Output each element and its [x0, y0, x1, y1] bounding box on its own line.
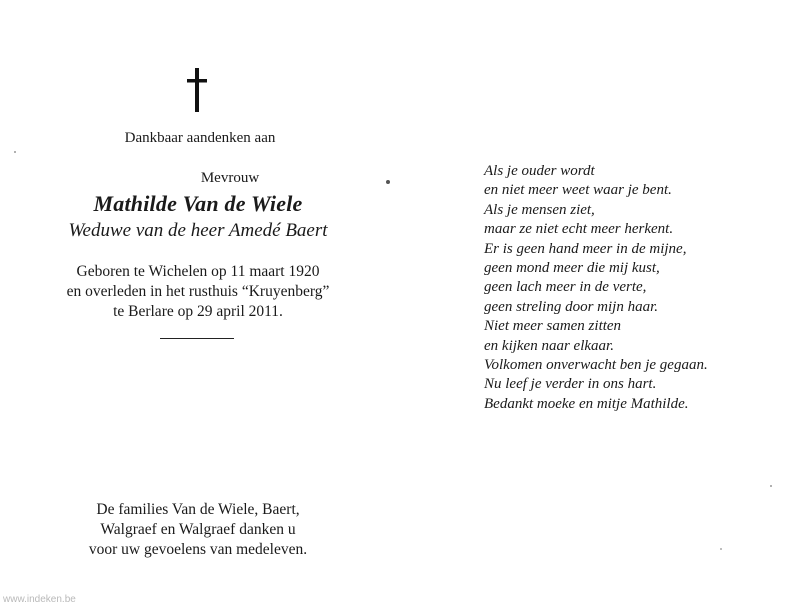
cross-icon [182, 66, 212, 116]
intro-line: Dankbaar aandenken aan [124, 130, 276, 146]
poem-line: en niet meer weet waar je bent. [484, 182, 672, 199]
poem-line: Als je mensen ziet, [484, 201, 595, 218]
birth-death-block [0, 262, 396, 322]
scan-speck [720, 548, 722, 550]
divider [160, 338, 234, 339]
death-place-line: en overleden in het rusthuis “Kruyenberg” [66, 283, 330, 300]
watermark: www.indeken.be [3, 594, 76, 605]
poem-line: geen lach meer in de verte, [484, 279, 647, 296]
deceased-name: Mathilde Van de Wiele [93, 191, 303, 216]
poem-line: Nu leef je verder in ons hart. [484, 376, 657, 393]
thanks-line: De families Van de Wiele, Baert, [96, 501, 300, 518]
poem-line: Volkomen onverwacht ben je gegaan. [484, 357, 708, 374]
honorific: Mevrouw [200, 170, 260, 186]
poem-line: Niet meer samen zitten [484, 318, 622, 335]
thanks-line: Walgraef en Walgraef danken u [100, 521, 296, 538]
birth-line: Geboren te Wichelen op 11 maart 1920 [76, 263, 320, 280]
widow-of-line: Weduwe van de heer Amedé Baert [68, 220, 328, 241]
poem-line: geen mond meer die mij kust, [484, 260, 660, 277]
poem [484, 162, 708, 414]
poem-line: Er is geen hand meer in de mijne, [484, 240, 687, 257]
death-date-line: te Berlare op 29 april 2011. [113, 303, 283, 320]
poem-line: geen streling door mijn haar. [484, 298, 659, 315]
poem-line: Bedankt moeke en mitje Mathilde. [484, 395, 689, 412]
thanks-block [0, 500, 396, 560]
poem-line: Als je ouder wordt [484, 163, 595, 179]
scan-speck [770, 485, 772, 487]
scan-speck [14, 151, 16, 153]
thanks-line: voor uw gevoelens van medeleven. [88, 541, 308, 558]
poem-line: maar ze niet echt meer herkent. [484, 221, 674, 238]
poem-line: en kijken naar elkaar. [484, 337, 614, 354]
scan-speck [386, 180, 390, 184]
